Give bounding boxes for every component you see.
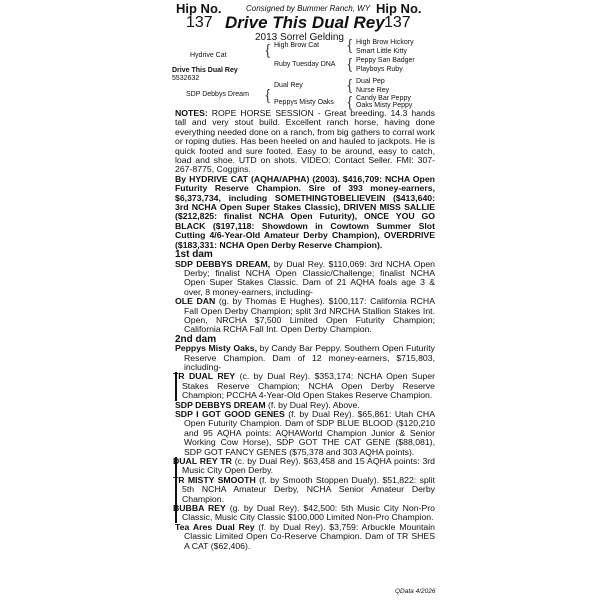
second-dam-paragraph [175, 344, 435, 372]
page-title: Drive This Dual Rey [225, 13, 385, 32]
pedigree-g8: Oaks Misty Peppy [356, 102, 413, 109]
first-dam-produce-list [175, 297, 435, 335]
pedigree-dam-sire: Dual Rey [274, 82, 303, 89]
pedigree-brace: { [346, 36, 354, 54]
catalog-body [175, 109, 435, 551]
pedigree-dam: SDP Debbys Dream [186, 91, 249, 98]
first-dam-heading: 1st dam [175, 249, 213, 261]
pedigree-g6: Nurse Rey [356, 87, 390, 94]
pedigree-brace: { [346, 93, 354, 111]
produce-text: (c. by Dual Rey). $353,174: NCHA Open Super Stakes Reserve Champion; NCHA Open Derby Reserve Champion; PCCHA 4-Year-Old Open Stakes Reserve Champion. [182, 371, 435, 401]
second-dam-text: by Candy Bar Peppy. Southern Open Futurity Reserve Champion. Dam of 12 money-earners, $715,803, including- [184, 343, 435, 372]
second-dam-heading: 2nd dam [175, 333, 217, 345]
notes-paragraph [175, 109, 435, 175]
sire-paragraph: By HYDRIVE CAT (AQHA/APHA) (2003). $416,709: NCHA Open Futurity Reserve Champion. Sire of 393 money-earners, $6,373,734, including SOMETHINGTOBELIEVEIN ($413,640: 3rd NCHA Open Super Stakes Classic), DRIVEN MISS SALLIE ($212,825: finalist NCHA Open Futurity), ONCE YOU GO BLACK ($197,118: Showdown in Cowtown Summer Slot Cutting 4/6-Year-Old Amateur Derby Champion), OVERDRIVE ($183,331: NCHA Open Derby Reserve Champion). [175, 173, 435, 250]
produce-name: BUBBA REY [173, 503, 226, 514]
first-dam-paragraph [175, 260, 435, 298]
produce-entry [175, 504, 435, 523]
pedigree-g5: Dual Pep [356, 78, 385, 85]
produce-text: (g. by Thomas E Hughes). $100,117: California RCHA Fall Open Derby Champion; split 3rd NRCHA Stallion Stakes Int. Open, NRCHA $7,500 Limited Open Futurity Champion; California RCHA Fall Int. Open Derby Champion. [184, 296, 435, 335]
pedigree-g3: Peppy San Badger [356, 57, 415, 64]
produce-text: (g. by Dual Rey). $42,500: 5th Music City Non-Pro Classic, Music City Classic $100,000 Limited Non-Pro Champion. [182, 503, 435, 523]
produce-entry [175, 372, 435, 400]
produce-entry [175, 523, 435, 551]
second-dam-name: Peppys Misty Oaks, [175, 343, 258, 354]
hip-number-left: 137 [186, 14, 213, 31]
pedigree-dam-dam: Peppys Misty Oaks [274, 99, 334, 106]
pedigree-g1: High Brow Hickory [356, 39, 414, 46]
second-dam-produce-list [175, 372, 435, 551]
hip-number-right: 137 [384, 14, 411, 31]
produce-entry [175, 297, 435, 335]
produce-text: (c. by Dual Rey). $63,458 and 15 AQHA points: 3rd Music City Open Derby. [182, 456, 435, 476]
pedigree-sire-dam: Ruby Tuesday DNA [274, 61, 336, 68]
produce-name: OLE DAN [175, 296, 216, 307]
pedigree-brace: { [264, 86, 272, 104]
notes-text: ROPE HORSE SESSION - Great breeding. 14.3 hands tall and very stout build. Excellent ranch horse, having done everything needed done on a ranch, from big gathers to corral work or roping duties. Has been heeled on and hauled to jackpots. He is quick footed and sure footed. Easy to be around, easy to catch, load and shoe. UTD on shots. VIDEO: Contact Seller. FMI: 307-267-8775, Coggins. [175, 108, 435, 175]
pedigree-brace: { [346, 76, 354, 94]
consignor-line: Consigned by Bummer Ranch, WY [246, 4, 371, 13]
footer-credit: QData 4/2026 [395, 588, 436, 595]
pedigree-g4: Playboys Ruby [356, 66, 403, 73]
produce-entry [175, 410, 435, 457]
hip-label-right: Hip No. [376, 1, 422, 16]
pedigree-registration: 5532632 [172, 75, 200, 82]
pedigree-sire: Hydrive Cat [190, 52, 227, 59]
pedigree-sire-sire: High Brow Cat [274, 42, 320, 49]
pedigree-horse-name: Drive This Dual Rey [172, 67, 238, 74]
produce-entry [175, 457, 435, 476]
produce-name: TR DUAL REY [173, 371, 236, 382]
pedigree-brace: { [264, 41, 272, 59]
first-dam-name: SDP DEBBYS DREAM, [175, 258, 271, 269]
notes-label: NOTES: [175, 108, 208, 118]
first-dam-text: by Dual Rey. $110,069: 3rd NCHA Open Derby; finalist NCHA Open Classic/Challenge; finalist NCHA Open Super Stakes Classic. Dam of 21 AQHA foals age 3 & over, 8 money-earners, including- [184, 258, 435, 297]
produce-name: SDP I GOT GOOD GENES [175, 409, 285, 419]
pedigree-g7: Candy Bar Peppy [356, 95, 411, 102]
produce-text: (f. by Smooth Stoppen Dualy). $51,822: split 5th NCHA Amateur Derby, NCHA Senior Amateur Derby Champion. [182, 474, 435, 504]
produce-text: (f. by Dual Rey). Above. [265, 399, 360, 410]
produce-name: Tea Ares Dual Rey [175, 521, 255, 532]
pedigree-brace: { [346, 55, 354, 73]
produce-name: TR MISTY SMOOTH [173, 474, 256, 485]
page-subtitle: 2013 Sorrel Gelding [255, 32, 344, 43]
produce-text: (f. by Dual Rey). $3,759: Arbuckle Mountain Classic Limited Open Co-Reserve Champion. Dam of TR SHES A CAT ($62,406). [184, 521, 435, 551]
produce-text: (f. by Dual Rey). $65,861: Utah CHA Open Futurity Champion. Dam of SDP BLUE BLOOD ($120,210 and 95 AQHA points: AQHAWorld Champion Junior & Senior Working Cow Horse), SDP GOT THE CAT GENE ($88,081), SDP GOT FANCY GENES ($75,378 and 303 AQHA points). [184, 409, 435, 457]
produce-name: SDP DEBBYS DREAM [175, 399, 266, 410]
pedigree-g2: Smart Little Kitty [356, 48, 407, 55]
produce-entry [175, 476, 435, 504]
hip-label-left: Hip No. [176, 1, 222, 16]
produce-name: DUAL REY TR [173, 456, 232, 467]
